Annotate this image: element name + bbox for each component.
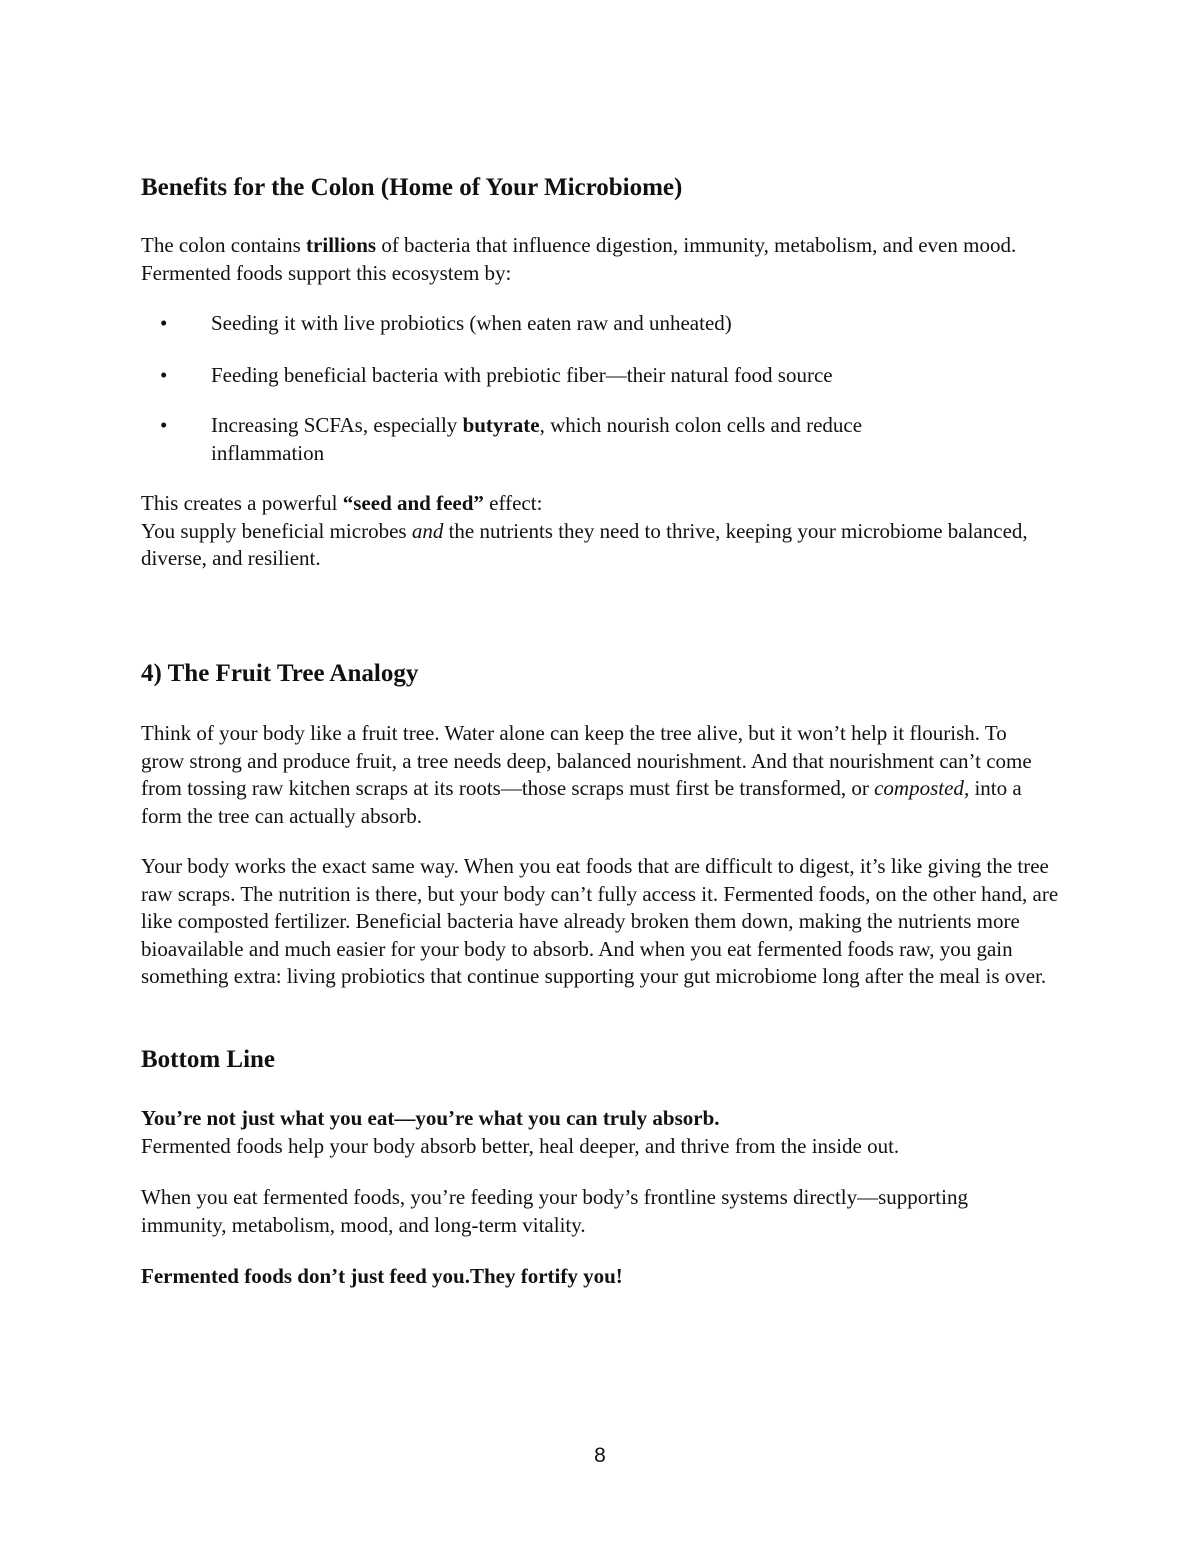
text: You supply beneficial microbes	[141, 518, 412, 543]
bold-text: trillions	[306, 233, 377, 257]
text: Think of your body like a fruit tree. Water alone can keep the tree alive, but it won’t help it flourish. To grow strong and produce fruit, a tree needs deep, balanced nourishment. And that nourishment can’t come from tossing raw kitchen scraps at its roots—those scraps must first be transformed, or	[141, 721, 1032, 800]
text: , which nourish colon cells and reduce inflammation	[211, 413, 863, 465]
text: effect:	[483, 491, 543, 515]
text: Increasing SCFAs, especially	[211, 413, 463, 437]
page-number: 8	[594, 1444, 606, 1467]
paragraph	[141, 232, 1066, 287]
list-text: Feeding beneficial bacteria with prebiotic fiber—their natural food source	[211, 363, 833, 387]
italic-text: composted	[874, 776, 964, 800]
section-heading: 4) The Fruit Tree Analogy	[141, 660, 419, 687]
list-text: Seeding it with live probiotics (when eaten raw and unheated)	[211, 311, 732, 335]
text: The colon contains	[141, 233, 307, 257]
text: the nutrients they need to thrive, keeping your microbiome balanced, diverse, and resilient.	[141, 518, 1028, 570]
bullet: •	[160, 363, 168, 387]
text: Fermented foods help your body absorb better, heal deeper, and thrive from the inside out.	[141, 1133, 900, 1158]
section-heading: Benefits for the Colon (Home of Your Microbiome)	[141, 174, 683, 201]
bullet: •	[160, 413, 168, 437]
paragraph	[141, 490, 1071, 573]
bold-text: “seed and feed”	[342, 491, 484, 515]
text: , into a form the tree can actually absorb.	[141, 776, 1022, 828]
bold-text: butyrate	[462, 413, 540, 437]
paragraph: When you eat fermented foods, you’re feeding your body’s frontline systems directly—supporting immunity, metabolism, mood, and long-term vitality.	[141, 1185, 968, 1237]
list-text	[211, 412, 971, 467]
bold-text: You’re not just what you eat—you’re what you can truly absorb.	[141, 1106, 720, 1130]
section-heading: Bottom Line	[141, 1046, 276, 1073]
paragraph: Your body works the exact same way. When you eat foods that are difficult to digest, it’s like giving the tree raw scraps. The nutrition is there, but your body can’t fully access it. Fermented foods, on the other hand, are like composted fertilizer. Beneficial bacteria have already broken them down, making the nutrients more bioavailable and much easier for your body to absorb. And when you eat fermented foods raw, you gain something extra: living probiotics that continue supporting your gut microbiome long after the meal is over.	[141, 854, 1059, 988]
text: of bacteria that influence digestion, immunity, metabolism, and even mood. Fermented foods support this ecosystem by:	[141, 233, 1017, 285]
text: This creates a powerful	[141, 491, 343, 515]
italic-text: and	[411, 518, 444, 543]
paragraph	[141, 720, 1041, 830]
paragraph	[141, 1105, 1071, 1160]
closing-statement: Fermented foods don’t just feed you.They fortify you!	[141, 1264, 623, 1288]
bullet: •	[160, 311, 168, 335]
